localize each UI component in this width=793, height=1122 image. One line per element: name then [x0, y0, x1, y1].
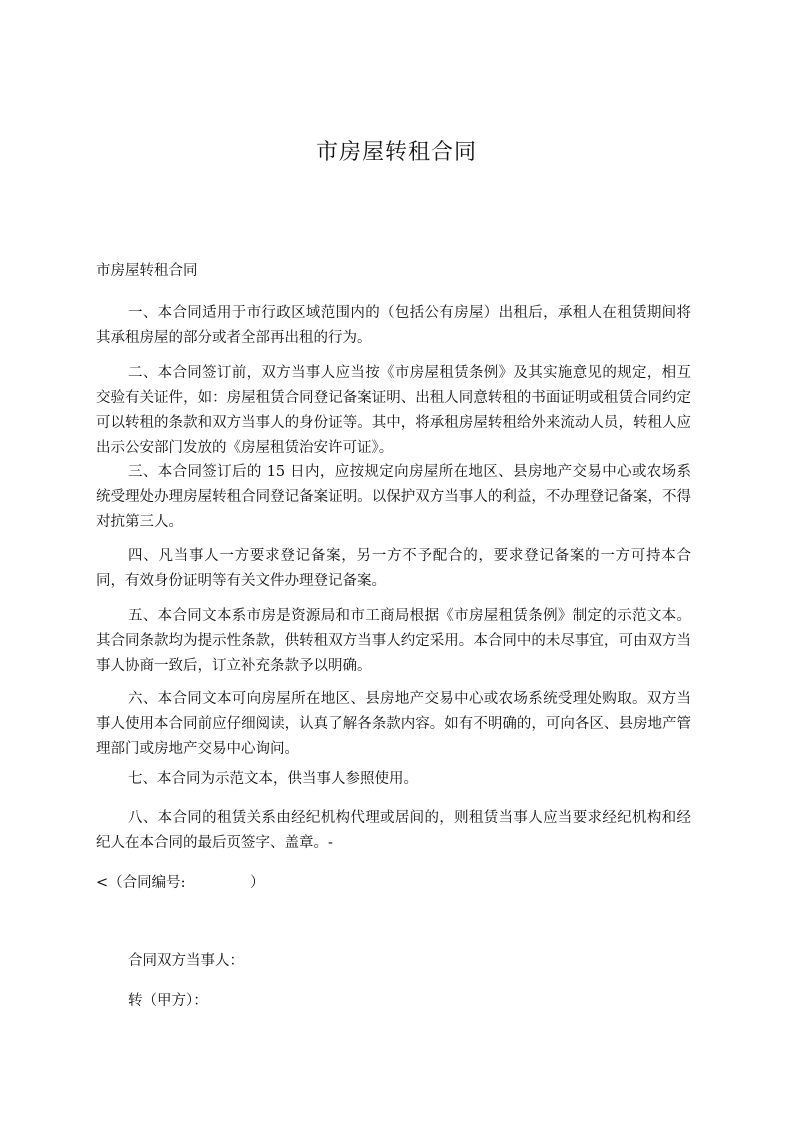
clause-8: 八、本合同的租赁关系由经纪机构代理或居间的，则租赁当事人应当要求经纪机构和经纪人在本合同的最后页签字、盖章。-	[96, 810, 691, 851]
clause-7: 七、本合同为示范文本，供当事人参照使用。	[128, 771, 418, 787]
party-a-label: 转（甲方）：	[128, 993, 208, 1009]
contract-number-line: <（合同编号: ）	[96, 875, 265, 891]
clause-5: 五、本合同文本系市房是资源局和市工商局根据《市房屋租赁条例》制定的示范文本。其合同条款均为提示性条款，供转租双方当事人约定采用。本合同中的未尽事宜，可由双方当事人协商一致后，订立补充条款予以明确。	[96, 608, 691, 674]
clause-3: 三、本合同签订后的 15 日内，应按规定向房屋所在地区、县房地产交易中心或农场系统受理处办理房屋转租合同登记备案证明。以保护双方当事人的利益，不办理登记备案，不得对抗第三人。	[96, 464, 691, 530]
document-title: 市房屋转租合同	[315, 140, 477, 165]
clause-4: 四、凡当事人一方要求登记备案，另一方不予配合的，要求登记备案的一方可持本合同，有效身份证明等有关文件办理登记备案。	[96, 548, 691, 589]
clause-1: 一、本合同适用于市行政区域范围内的（包括公有房屋）出租后，承租人在租赁期间将其承租房屋的部分或者全部再出租的行为。	[96, 305, 691, 346]
document-subtitle: 市房屋转租合同	[96, 263, 198, 279]
clause-6: 六、本合同文本可向房屋所在地区、县房地产交易中心或农场系统受理处购取。双方当事人使用本合同前应仔细阅读，认真了解各条款内容。如有不明确的，可向各区、县房地产管理部门或房地产交易中心询问。	[96, 691, 691, 757]
parties-label: 合同双方当事人：	[128, 953, 244, 969]
clause-2: 二、本合同签订前，双方当事人应当按《市房屋租赁条例》及其实施意见的规定，相互交验有关证件，如：房屋租赁合同登记备案证明、出租人同意转租的书面证明或租赁合同约定可以转租的条款和双方当事人的身份证等。其中，将承租房屋转租给外来流动人员，转租人应出示公安部门发放的《房屋租赁治安许可证》。	[96, 365, 691, 456]
